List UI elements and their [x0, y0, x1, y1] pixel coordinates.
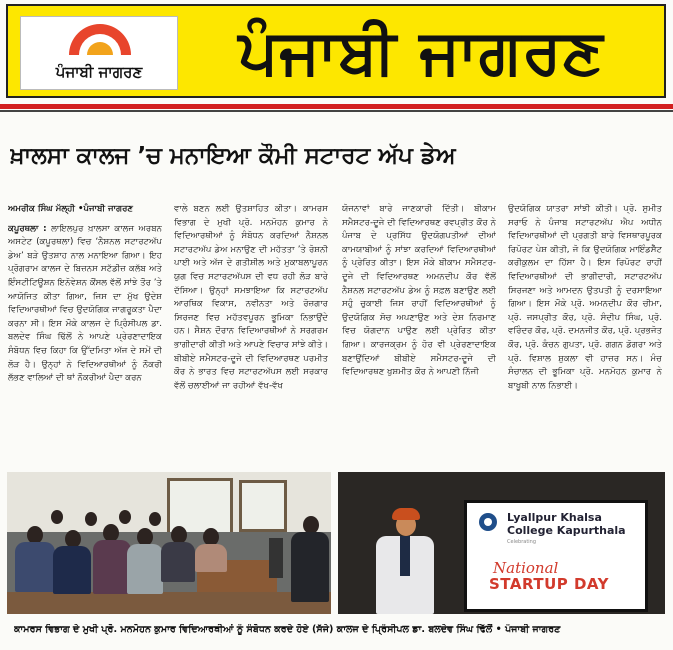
newspaper-title: ਪੰਜਾਬੀ ਜਾਗਰਣ	[238, 15, 604, 88]
column-text: ਉਦਯੋਗਿਕ ਯਾਤਰਾ ਸਾਂਝੀ ਕੀਤੀ। ਪ੍ਰੋ. ਸੁਮੀਤ ਸਰਾਓ ਨੇ ਪੰਜਾਬ ਸਟਾਰਟਅੱਪ ਐਪ ਅਧੀਨ ਵਿਦਿਆਰਥੀਆਂ ਦੀ ਪ੍ਰਗਤੀ ਬਾਰੇ ਵਿਸਥਾਰਪੂਰਕ ਰਿਪੋਰਟ ਪੇਸ਼ ਕੀਤੀ, ਜੋ ਕਿ ਉਦਯੋਗਿਕ ਮਾਇੰਡਸੈੱਟ ਕਰੀਕੁਲਮ ਦਾ ਹਿੱਸਾ ਹੈ। ਇਸ ਰਿਪੋਰਟ ਰਾਹੀਂ ਵਿਦਿਆਰਥੀਆਂ ਦੀ ਭਾਗੀਦਾਰੀ, ਸਟਾਰਟਅੱਪ ਸਿਰਜਣਾ ਅਤੇ ਆਮਦਨ ਉਤਪਤੀ ਨੂੰ ਦਰਸਾਇਆ ਗਿਆ। ਇਸ ਮੌਕੇ ਪ੍ਰੋ. ਅਮਨਦੀਪ ਕੌਰ ਚੀਮਾ, ਪ੍ਰੋ. ਜਸਪ੍ਰੀਤ ਕੌਰ, ਪ੍ਰੋ. ਸੰਦੀਪ ਸਿੰਘ, ਪ੍ਰੋ. ਵਰਿੰਦਰ ਕੌਰ, ਪ੍ਰੋ. ਦਮਨਜੀਤ ਕੌਰ, ਪ੍ਰੋ. ਪ੍ਰਭਜੋਤ ਕੌਰ, ਪ੍ਰੋ. ਕੰਚਨ ਗੁਪਤਾ, ਪ੍ਰੋ. ਗਗਨ ਡੋਗਰਾ ਅਤੇ ਪ੍ਰੋ. ਵਿਸ਼ਾਲ ਸ਼ੁਕਲਾ ਵੀ ਹਾਜ਼ਰ ਸਨ। ਮੰਚ ਸੰਚਾਲਨ ਦੀ ਭੂਮਿਕਾ ਪ੍ਰੋ. ਮਨਮੋਹਨ ਕੁਮਾਰ ਨੇ ਬਾਖੂਬੀ ਨਾਲ ਨਿਭਾਈ।	[508, 204, 662, 391]
article-column-4	[508, 203, 662, 465]
headline: ਖ਼ਾਲਸਾ ਕਾਲਜ ’ਚ ਮਨਾਇਆ ਕੌਮੀ ਸਟਾਰਟ ਅੱਪ ਡੇਅ	[10, 143, 456, 169]
screen-college-name: Lyallpur Khalsa College Kapurthala	[507, 511, 626, 537]
article-body	[8, 203, 664, 463]
article-column-3	[342, 203, 496, 465]
screen-national: National	[493, 559, 559, 577]
byline: ਅਮਰੀਕ ਸਿੰਘ ਮੱਲ੍ਹੀ •ਪੰਜਾਬੀ ਜਾਗਰਣ	[8, 204, 134, 214]
article-column-1	[8, 203, 162, 465]
divider	[0, 104, 673, 109]
screen-small-text: Celebrating	[507, 539, 537, 545]
sunrise-logo-icon	[65, 23, 135, 57]
photo-principal	[338, 472, 665, 614]
logo-text: ਪੰਜਾਬੀ ਜਾਗਰਣ	[55, 63, 143, 81]
screen-startup-day: STARTUP DAY	[489, 575, 609, 593]
column-text: ਯੋਜਨਾਵਾਂ ਬਾਰੇ ਜਾਣਕਾਰੀ ਦਿੱਤੀ। ਬੀਕਾਮ ਸਮੈਸਟਰ-ਦੂਜੇ ਦੀ ਵਿਦਿਆਰਥਣ ਰਵਪ੍ਰੀਤ ਕੌਰ ਨੇ ਪੰਜਾਬ ਦੇ ਪ੍ਰਸਿੱਧ ਉਦਯੋਗਪਤੀਆਂ ਦੀਆਂ ਕਾਮਯਾਬੀਆਂ ਨੂੰ ਸਾਂਝਾ ਕਰਦਿਆਂ ਵਿਦਿਆਰਥੀਆਂ ਨੂੰ ਪ੍ਰੇਰਿਤ ਕੀਤਾ। ਇਸ ਮੌਕੇ ਬੀਕਾਮ ਸਮੈਸਟਰ-ਦੂਜੇ ਦੀ ਵਿਦਿਆਰਥਣ ਅਮਨਦੀਪ ਕੌਰ ਵੱਲੋਂ ਨੈਸ਼ਨਲ ਸਟਾਰਟਅੱਪ ਡੇਅ ਨੂੰ ਸਫ਼ਲ ਬਣਾਉਣ ਲਈ ਸਹੁੰ ਚੁਕਾਈ ਜਿਸ ਰਾਹੀਂ ਵਿਦਿਆਰਥੀਆਂ ਨੂੰ ਉਦਯੋਗਿਕ ਸੋਚ ਅਪਣਾਉਣ ਅਤੇ ਦੇਸ਼ ਨਿਰਮਾਣ ਵਿਚ ਯੋਗਦਾਨ ਪਾਉਣ ਲਈ ਪ੍ਰੇਰਿਤ ਕੀਤਾ ਗਿਆ। ਕਾਰਜਕ੍ਰਮ ਨੂੰ ਹੋਰ ਵੀ ਪ੍ਰੇਰਣਾਦਾਇਕ ਬਣਾਉਂਦਿਆਂ ਬੀਬੀਏ ਸਮੈਸਟਰ-ਦੂਜੇ ਦੀ ਵਿਦਿਆਰਥਣ ਖੁਸ਼ਮੀਤ ਕੌਰ ਨੇ ਆਪਣੀ ਨਿੱਜੀ	[342, 204, 496, 378]
photo-classroom	[7, 472, 331, 614]
logo	[20, 16, 178, 90]
column-text: ਲਾਇਲਪੁਰ ਖ਼ਾਲਸਾ ਕਾਲਜ ਅਰਬਨ ਅਸਟੇਟ (ਕਪੂਰਥਲਾ) ਵਿਚ ‘ਨੈਸ਼ਨਲ ਸਟਾਰਟਅੱਪ ਡੇਅ’ ਬੜੇ ਉਤਸ਼ਾਹ ਨਾਲ ਮਨਾਇਆ ਗਿਆ। ਇਹ ਪ੍ਰੋਗਰਾਮ ਕਾਲਜ ਦੇ ਬਿਜ਼ਨਸ ਸਟੱਡੀਜ਼ ਕਲੱਬ ਅਤੇ ਇੰਸਟੀਟਿਊਸ਼ਨ ਇਨੋਵੇਸ਼ਨ ਕੌਂਸਲ ਵੱਲੋਂ ਸਾਂਝੇ ਤੌਰ ’ਤੇ ਆਯੋਜਿਤ ਕੀਤਾ ਗਿਆ, ਜਿਸ ਦਾ ਮੁੱਖ ਉਦੇਸ਼ ਵਿਦਿਆਰਥੀਆਂ ਵਿਚ ਉਦਯੋਗਿਕ ਜਾਗਰੂਕਤਾ ਪੈਦਾ ਕਰਨਾ ਸੀ। ਇਸ ਮੌਕੇ ਕਾਲਜ ਦੇ ਪ੍ਰਿੰਸੀਪਲ ਡਾ. ਬਲਦੇਵ ਸਿੰਘ ਢਿੱਲੋਂ ਨੇ ਆਪਣੇ ਪ੍ਰੇਰਣਾਦਾਇਕ ਸੰਬੋਧਨ ਵਿਚ ਕਿਹਾ ਕਿ ਉੱਦਮਿਤਾ ਅੱਜ ਦੇ ਸਮੇਂ ਦੀ ਲੋੜ ਹੈ। ਉਨ੍ਹਾਂ ਨੇ ਵਿਦਿਆਰਥੀਆਂ ਨੂੰ ਨੌਕਰੀ ਲੱਭਣ ਵਾਲਿਆਂ ਦੀ ਥਾਂ ਨੌਕਰੀਆਂ ਪੈਦਾ ਕਰਨ	[8, 223, 162, 384]
dateline: ਕਪੂਰਥਲਾ :	[8, 223, 47, 234]
college-crest-icon	[475, 511, 501, 533]
masthead	[6, 4, 666, 98]
article-column-2	[174, 203, 328, 465]
column-text: ਵਾਲੇ ਬਣਨ ਲਈ ਉਤਸ਼ਾਹਿਤ ਕੀਤਾ। ਕਾਮਰਸ ਵਿਭਾਗ ਦੇ ਮੁਖੀ ਪ੍ਰੋ. ਮਨਮੋਹਨ ਕੁਮਾਰ ਨੇ ਵਿਦਿਆਰਥੀਆਂ ਨੂੰ ਸੰਬੋਧਨ ਕਰਦਿਆਂ ਨੈਸ਼ਨਲ ਸਟਾਰਟਅੱਪ ਡੇਅ ਮਨਾਉਣ ਦੀ ਮਹੱਤਤਾ ’ਤੇ ਰੋਸ਼ਨੀ ਪਾਈ ਅਤੇ ਅੱਜ ਦੇ ਗਤੀਸ਼ੀਲ ਅਤੇ ਮੁਕਾਬਲਾਪੂਰਨ ਯੁਗ ਵਿਚ ਸਟਾਰਟਅੱਪਸ ਦੀ ਵਧ ਰਹੀ ਲੋੜ ਬਾਰੇ ਦੱਸਿਆ। ਉਨ੍ਹਾਂ ਸਮਝਾਇਆ ਕਿ ਸਟਾਰਟਅੱਪ ਆਰਥਿਕ ਵਿਕਾਸ, ਨਵੀਨਤਾ ਅਤੇ ਰੋਜ਼ਗਾਰ ਸਿਰਜਣ ਵਿਚ ਮਹੱਤਵਪੂਰਨ ਭੂਮਿਕਾ ਨਿਭਾਉਂਦੇ ਹਨ। ਸੈਸ਼ਨ ਦੌਰਾਨ ਵਿਦਿਆਰਥੀਆਂ ਨੇ ਸਰਗਰਮ ਭਾਗੀਦਾਰੀ ਕੀਤੀ ਅਤੇ ਆਪਣੇ ਵਿਚਾਰ ਸਾਂਝੇ ਕੀਤੇ। ਬੀਬੀਏ ਸਮੈਸਟਰ-ਦੂਜੇ ਦੀ ਵਿਦਿਆਰਥਣ ਪਰਮੀਤ ਕੌਰ ਨੇ ਭਾਰਤ ਵਿਚ ਸਟਾਰਟਅੱਪਸ ਲਈ ਸਰਕਾਰ ਵੱਲੋਂ ਚਲਾਈਆਂ ਜਾ ਰਹੀਆਂ ਵੱਖ-ਵੱਖ	[174, 204, 328, 391]
presentation-screen	[464, 500, 648, 612]
divider	[0, 110, 673, 112]
photo-caption: ਕਾਮਰਸ ਵਿਭਾਗ ਦੇ ਮੁਖੀ ਪ੍ਰੋ. ਮਨਮੋਹਨ ਕੁਮਾਰ ਵਿਦਿਆਰਥੀਆਂ ਨੂੰ ਸੰਬੋਧਨ ਕਰਦੇ ਹੋਏ (ਸੱਜੇ) ਕਾਲਜ ਦੇ ਪ੍ਰਿੰਸੀਪਲ ਡਾ. ਬਲਦੇਵ ਸਿੰਘ ਢਿੱਲੋਂ • ਪੰਜਾਬੀ ਜਾਗਰਣ	[14, 624, 561, 635]
